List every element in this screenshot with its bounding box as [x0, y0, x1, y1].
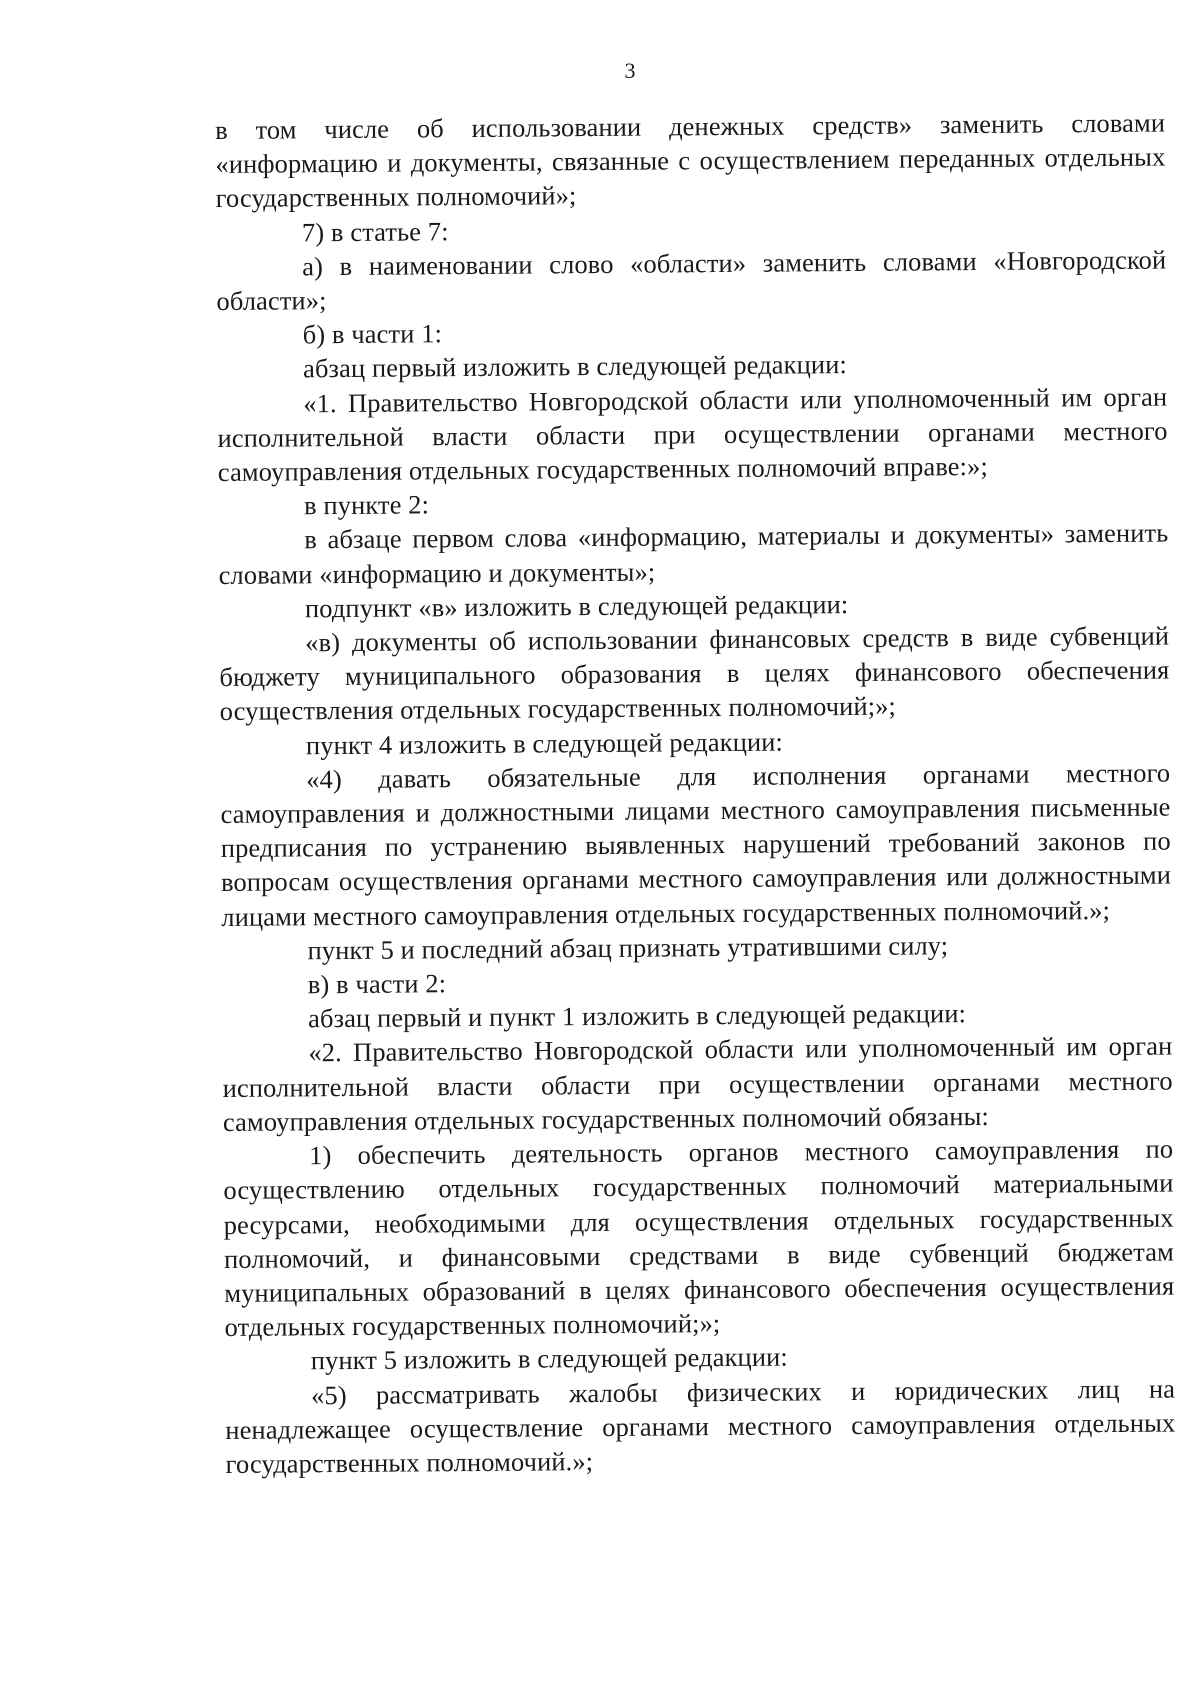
- paragraph-point-5: пункт 5 изложить в следующей редакции:: [310, 1341, 788, 1376]
- paragraph-quote-2: «2. Правительство Новгородской области или уполномоченный им орган исполнительной власти области при осуществлении органами местного самоуправления отдельных государственных полномочий обязаны:: [222, 1030, 1173, 1137]
- paragraph-quote-1: «1. Правительство Новгородской области или уполномоченный им орган исполнительной власти области при осуществлении органами местного самоуправления отдельных государственных полномочий вправе:»;: [217, 381, 1168, 488]
- paragraph-article-7: 7) в статье 7:: [301, 215, 449, 247]
- paragraph-point-5-repeal: пункт 5 и последний абзац признать утратившими силу;: [307, 930, 949, 966]
- paragraph-quote-v: «в) документы об использовании финансовых средств в виде субвенций бюджету муниципального образования в целях финансового обеспечения осуществления отдельных государственных полномочий;»;: [219, 620, 1170, 727]
- paragraph-item-a: а) в наименовании слово «области» заменить словами «Новгородской области»;: [216, 244, 1167, 317]
- paragraph-quote-5: «5) рассматривать жалобы физических и юридических лиц на ненадлежащее осуществление органами местного самоуправления отдельных государственных полномочий.»;: [225, 1373, 1176, 1479]
- paragraph-continuation: в том числе об использовании денежных средств» заменить словами «информацию и документы, связанные с осуществлением переданных отдельных государственных полномочий»;: [215, 107, 1166, 214]
- paragraph-point-4: пункт 4 изложить в следующей редакции:: [305, 726, 784, 760]
- paragraph-item-v: в) в части 2:: [307, 968, 447, 1000]
- paragraph-point-2: в пункте 2:: [303, 489, 430, 521]
- page-number: 3: [624, 58, 636, 83]
- paragraph-first-abzac-point-1: абзац первый и пункт 1 изложить в следующей редакции:: [307, 998, 967, 1034]
- paragraph-quote-4: «4) давать обязательные для исполнения органами местного самоуправления и должностными лицами местного самоуправления письменные предписания по устранению выявленных нарушений требований законов по вопросам осуществления органами местного самоуправления или должностными лицами местного самоуправления отдельных государственных полномочий.»;: [220, 757, 1172, 932]
- paragraph-subpoint-v: подпункт «в» изложить в следующей редакции:: [304, 588, 849, 624]
- paragraph-first-abzac-words: в абзаце первом слова «информацию, материалы и документы» заменить словами «информацию и документы»;: [218, 517, 1169, 590]
- paragraph-subpoint-1: 1) обеспечить деятельность органов местного самоуправления по осуществлению отдельных государственных полномочий материальными ресурсами, необходимыми для осуществления отдельных государственных полномочий, и финансовыми средствами в виде субвенций бюджетам муниципальных образований в целях финансового обеспечения осуществления отдельных государственных полномочий;»;: [223, 1133, 1175, 1343]
- paragraph-first-abzac: абзац первый изложить в следующей редакции:: [302, 349, 847, 384]
- document-body: [215, 106, 1176, 1482]
- paragraph-item-b: б) в части 1:: [302, 318, 443, 350]
